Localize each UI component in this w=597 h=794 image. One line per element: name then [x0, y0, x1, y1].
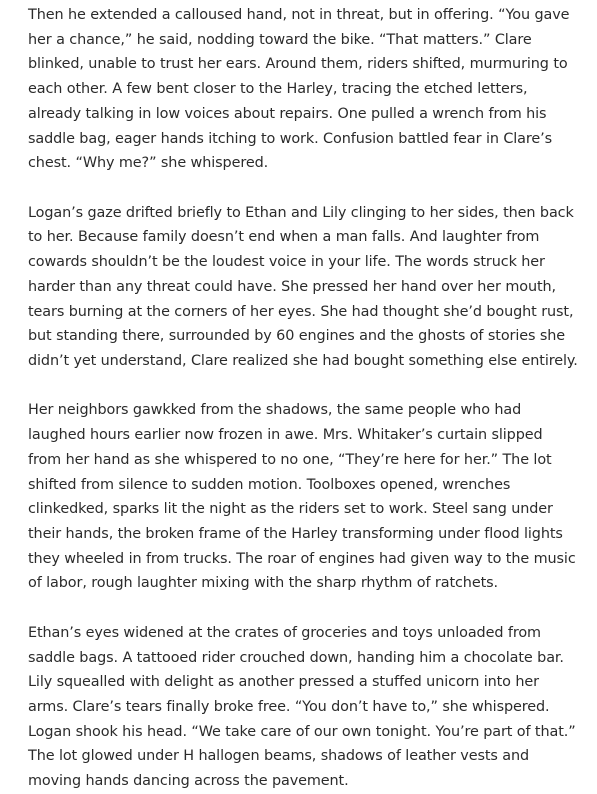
- paragraph-2: Logan’s gaze drifted briefly to Ethan and Lily clinging to her sides, then back to her. Because family doesn’t end when a man falls. And laughter from cowards shouldn’t be the loudest voice in your life. The words struck her harder than any threat could have. She pressed her hand over her mouth, tears burning at the corners of her eyes. She had thought she’d bought rust, but standing there, surrounded by 60 engines and the ghosts of stories she didn’t yet understand, Clare realized she had bought something else entirely.: [28, 204, 578, 369]
- paragraph-3: Her neighbors gawkked from the shadows, the same people who had laughed hours earlier now frozen in awe. Mrs. Whitaker’s curtain slipped from her hand as she whispered to no one, “They’re here for her.” The lot shifted from silence to sudden motion. Toolboxes opened, wrenches clinkedked, sparks lit the night as the riders set to work. Steel sang under their hands, the broken frame of the Harley transforming under flood lights they wheeled in from trucks. The roar of engines had given way to the music of labor, rough laughter mixing with the sharp rhythm of ratchets.: [28, 402, 576, 592]
- paragraph-4: Ethan’s eyes widened at the crates of groceries and toys unloaded from saddle bags. A tattooed rider crouched down, handing him a chocolate bar. Lily squealled with delight as another pressed a stuffed unicorn into her arms. Clare’s tears finally broke free. “You don’t have to,” she whispered. Logan shook his head. “We take care of our own tonight. You’re part of that.” The lot glowed under H hallogen beams, shadows of leather vests and moving hands dancing across the pavement.: [28, 624, 576, 790]
- paragraph-1: Then he extended a calloused hand, not in threat, but in offering. “You gave her a chance,” he said, nodding toward the bike. “That matters.” Clare blinked, unable to trust her ears. Around them, riders shifted, murmuring to each other. A few bent closer to the Harley, tracing the etched letters, already talking in low voices about repairs. One pulled a wrench from his saddle bag, eager hands itching to work. Confusion battled fear in Clare’s chest. “Why me?” she whispered.: [28, 7, 570, 172]
